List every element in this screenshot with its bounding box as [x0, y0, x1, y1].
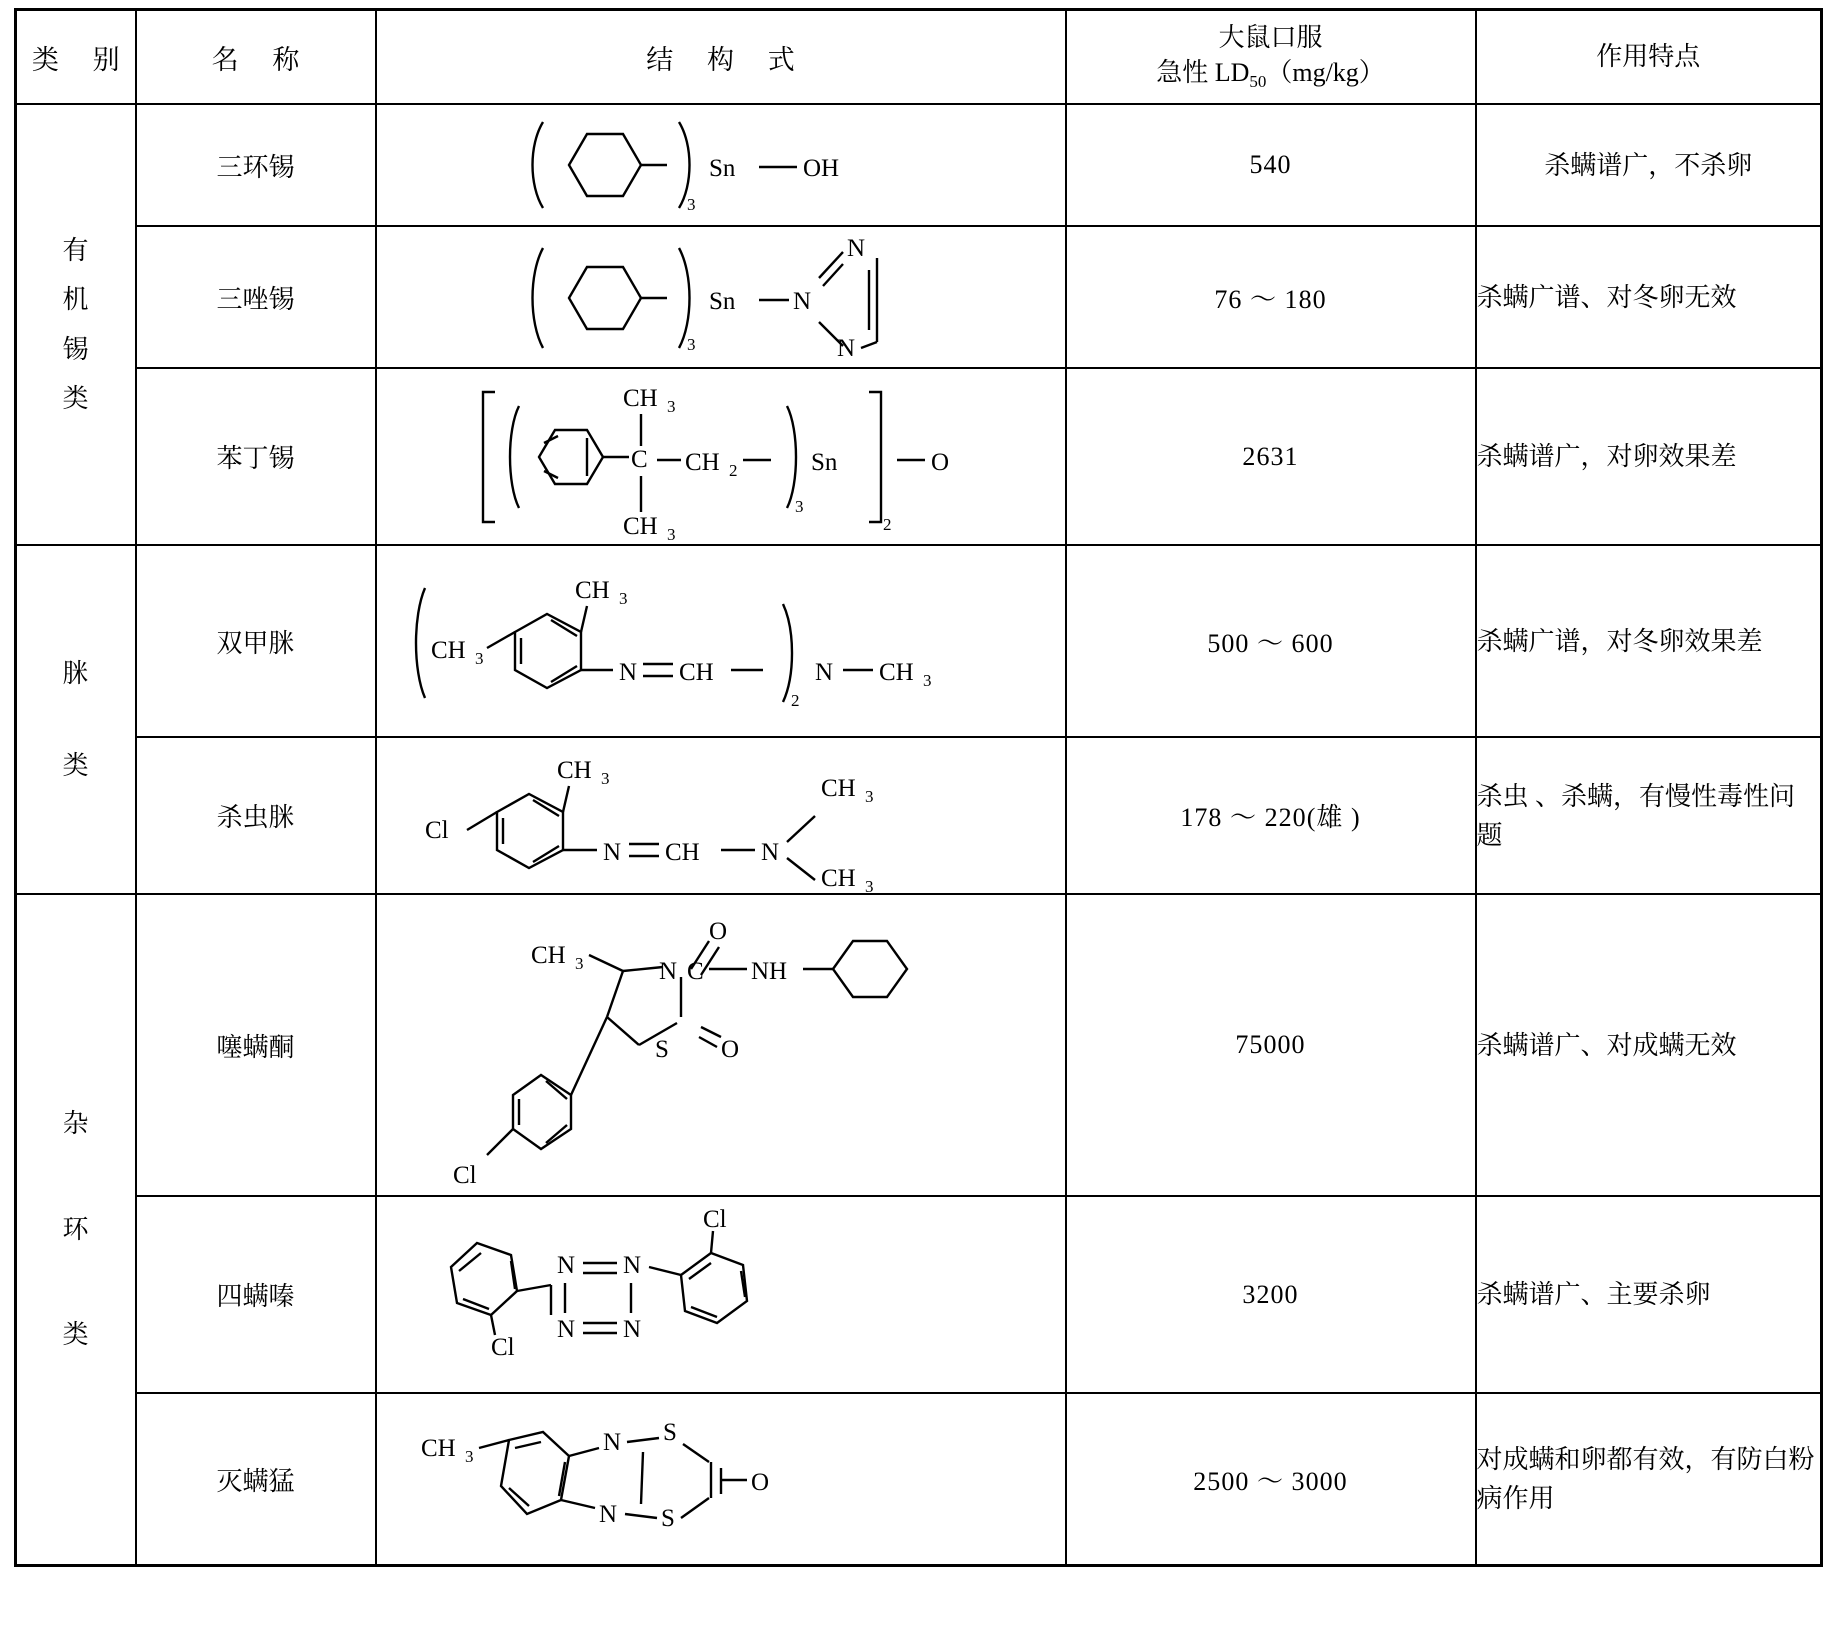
svg-text:3: 3 [474, 649, 483, 668]
category-char: 环 [62, 1214, 90, 1244]
name-cell: 四螨嗪 [136, 1196, 376, 1393]
svg-text:N: N [836, 334, 855, 362]
ld50-cell: 76 ～ 180 [1066, 226, 1476, 368]
svg-text:CH: CH [430, 637, 466, 664]
svg-text:Sn: Sn [810, 448, 837, 476]
effect-cell: 杀虫 、杀螨，有慢性毒性问题 [1476, 737, 1822, 894]
svg-text:CH: CH [556, 756, 592, 784]
structure-cell [376, 737, 1066, 894]
structure-diagram-azocyclotin [391, 230, 1051, 365]
category-char: 有 [62, 235, 90, 265]
name-cell: 灭螨猛 [136, 1393, 376, 1566]
header-category-label: 类 别 [31, 44, 134, 75]
svg-text:N: N [792, 287, 811, 315]
header-name [136, 10, 376, 105]
svg-text:3: 3 [864, 786, 873, 806]
ld50-cell: 2631 [1066, 368, 1476, 545]
name-cell: 噻螨酮 [136, 894, 376, 1196]
ld50-cell: 500 ～ 600 [1066, 545, 1476, 737]
table-row [16, 104, 1822, 226]
svg-text:Cl: Cl [702, 1205, 727, 1233]
structure-diagram-chlordimeform [391, 746, 1051, 896]
header-ld50-line2 [1067, 55, 1475, 94]
structure-cell [376, 1196, 1066, 1393]
category-cell-heterocyclic [16, 894, 136, 1566]
svg-text:CH: CH [622, 512, 658, 540]
svg-text:2: 2 [790, 691, 799, 710]
category-char: 类 [62, 1320, 90, 1350]
category-char: 杂 [62, 1109, 90, 1139]
svg-text:3: 3 [794, 496, 803, 516]
svg-text:N: N [760, 838, 779, 866]
structure-diagram-cyhexatin [391, 110, 1051, 220]
structure-cell [376, 545, 1066, 737]
table-row [16, 1393, 1822, 1566]
header-ld50 [1066, 10, 1476, 105]
header-row [16, 10, 1822, 105]
category-cell-organotin [16, 104, 136, 545]
category-char: 类 [62, 750, 90, 780]
svg-text:CH: CH [684, 448, 720, 476]
category-char: 类 [62, 383, 90, 413]
name-cell: 杀虫脒 [136, 737, 376, 894]
svg-text:O: O [930, 448, 949, 476]
svg-text:3: 3 [600, 768, 609, 788]
structure-diagram-fenbutatin-oxide [391, 372, 1051, 542]
svg-text:N: N [602, 838, 621, 866]
effect-cell: 杀螨谱广、主要杀卵 [1476, 1196, 1822, 1393]
structure-cell [376, 1393, 1066, 1566]
svg-text:N: N [814, 659, 833, 686]
svg-text:CH: CH [820, 774, 856, 802]
svg-text:3: 3 [574, 954, 583, 973]
structure-cell [376, 226, 1066, 368]
name-cell: 三环锡 [136, 104, 376, 226]
svg-text:3: 3 [666, 396, 675, 416]
effect-cell: 杀螨谱广，对卵效果差 [1476, 368, 1822, 545]
svg-text:C: C [630, 445, 648, 473]
structure-diagram-hexythiazox [391, 905, 1051, 1189]
svg-text:CH: CH [678, 659, 714, 686]
header-structure-label: 结 构 式 [646, 44, 809, 75]
svg-text:3: 3 [666, 524, 675, 544]
ld50-cell: 75000 [1066, 894, 1476, 1196]
ld50-cell: 3200 [1066, 1196, 1476, 1393]
svg-text:3: 3 [864, 876, 873, 896]
category-char: 机 [62, 285, 90, 315]
svg-text:N: N [598, 1501, 617, 1528]
svg-text:S: S [654, 1036, 669, 1063]
svg-text:Cl: Cl [424, 816, 449, 844]
structure-cell [376, 104, 1066, 226]
svg-text:C: C [686, 958, 704, 985]
effect-cell: 对成螨和卵都有效，有防白粉病作用 [1476, 1393, 1822, 1566]
header-structure [376, 10, 1066, 105]
svg-text:N: N [556, 1315, 575, 1343]
svg-text:N: N [618, 659, 637, 686]
svg-text:OH: OH [802, 155, 839, 182]
ld50-cell: 2500 ～ 3000 [1066, 1393, 1476, 1566]
effect-cell: 杀螨谱广、对成螨无效 [1476, 894, 1822, 1196]
structure-cell [376, 894, 1066, 1196]
svg-text:Sn: Sn [708, 287, 735, 315]
svg-text:N: N [846, 234, 865, 262]
svg-text:3: 3 [618, 589, 627, 608]
header-ld50-pre: 急性 LD [1156, 57, 1250, 87]
header-effect-label: 作用特点 [1596, 42, 1701, 72]
name-cell: 苯丁锡 [136, 368, 376, 545]
svg-text:NH: NH [750, 958, 787, 985]
svg-text:CH: CH [530, 942, 566, 969]
table-row [16, 894, 1822, 1196]
svg-text:S: S [662, 1419, 677, 1446]
header-category [16, 10, 136, 105]
svg-text:N: N [556, 1251, 575, 1279]
effect-cell: 杀螨广谱，对冬卵效果差 [1476, 545, 1822, 737]
svg-text:Cl: Cl [490, 1333, 515, 1361]
svg-text:3: 3 [464, 1447, 473, 1466]
svg-text:CH: CH [420, 1435, 456, 1462]
name-cell: 三唑锡 [136, 226, 376, 368]
table-body [16, 104, 1822, 1566]
ld50-cell: 178 ～ 220(雄 ) [1066, 737, 1476, 894]
effect-cell: 杀螨谱广，不杀卵 [1476, 104, 1822, 226]
name-cell: 双甲脒 [136, 545, 376, 737]
svg-text:N: N [622, 1315, 641, 1343]
header-effect [1476, 10, 1822, 105]
svg-text:CH: CH [574, 577, 610, 604]
svg-text:CH: CH [622, 384, 658, 412]
svg-text:O: O [750, 1469, 769, 1496]
effect-cell: 杀螨广谱、对冬卵无效 [1476, 226, 1822, 368]
svg-text:N: N [602, 1429, 621, 1456]
table-row [16, 1196, 1822, 1393]
pesticide-table [14, 8, 1823, 1567]
svg-text:Sn: Sn [708, 155, 735, 182]
svg-text:Cl: Cl [452, 1162, 477, 1189]
svg-text:CH: CH [664, 838, 700, 866]
table-row [16, 226, 1822, 368]
structure-diagram-clofentezine [391, 1205, 1051, 1385]
ld50-cell: 540 [1066, 104, 1476, 226]
header-ld50-line1: 大鼠口服 [1218, 22, 1323, 52]
table-row [16, 737, 1822, 894]
category-char: 锡 [62, 334, 90, 364]
svg-text:N: N [622, 1251, 641, 1279]
header-ld50-sub: 50 [1249, 72, 1267, 92]
structure-cell [376, 368, 1066, 545]
svg-text:CH: CH [878, 659, 914, 686]
svg-text:CH: CH [820, 864, 856, 892]
svg-text:S: S [660, 1505, 675, 1532]
structure-diagram-amitraz [391, 566, 1051, 716]
table-row [16, 545, 1822, 737]
svg-text:2: 2 [882, 514, 891, 534]
table-row [16, 368, 1822, 545]
svg-text:2: 2 [728, 460, 737, 480]
svg-text:O: O [708, 918, 727, 945]
structure-diagram-chinomethionat [391, 1404, 1051, 1554]
header-ld50-post: （mg/kg） [1266, 57, 1385, 87]
table-header [16, 10, 1822, 105]
category-char: 脒 [62, 659, 90, 689]
svg-text:3: 3 [922, 671, 931, 690]
svg-text:N: N [658, 958, 677, 985]
svg-text:O: O [720, 1036, 739, 1063]
svg-text:3: 3 [686, 334, 695, 354]
category-cell-amidine [16, 545, 136, 894]
header-name-label: 名 称 [211, 44, 313, 75]
svg-text:3: 3 [686, 195, 695, 214]
